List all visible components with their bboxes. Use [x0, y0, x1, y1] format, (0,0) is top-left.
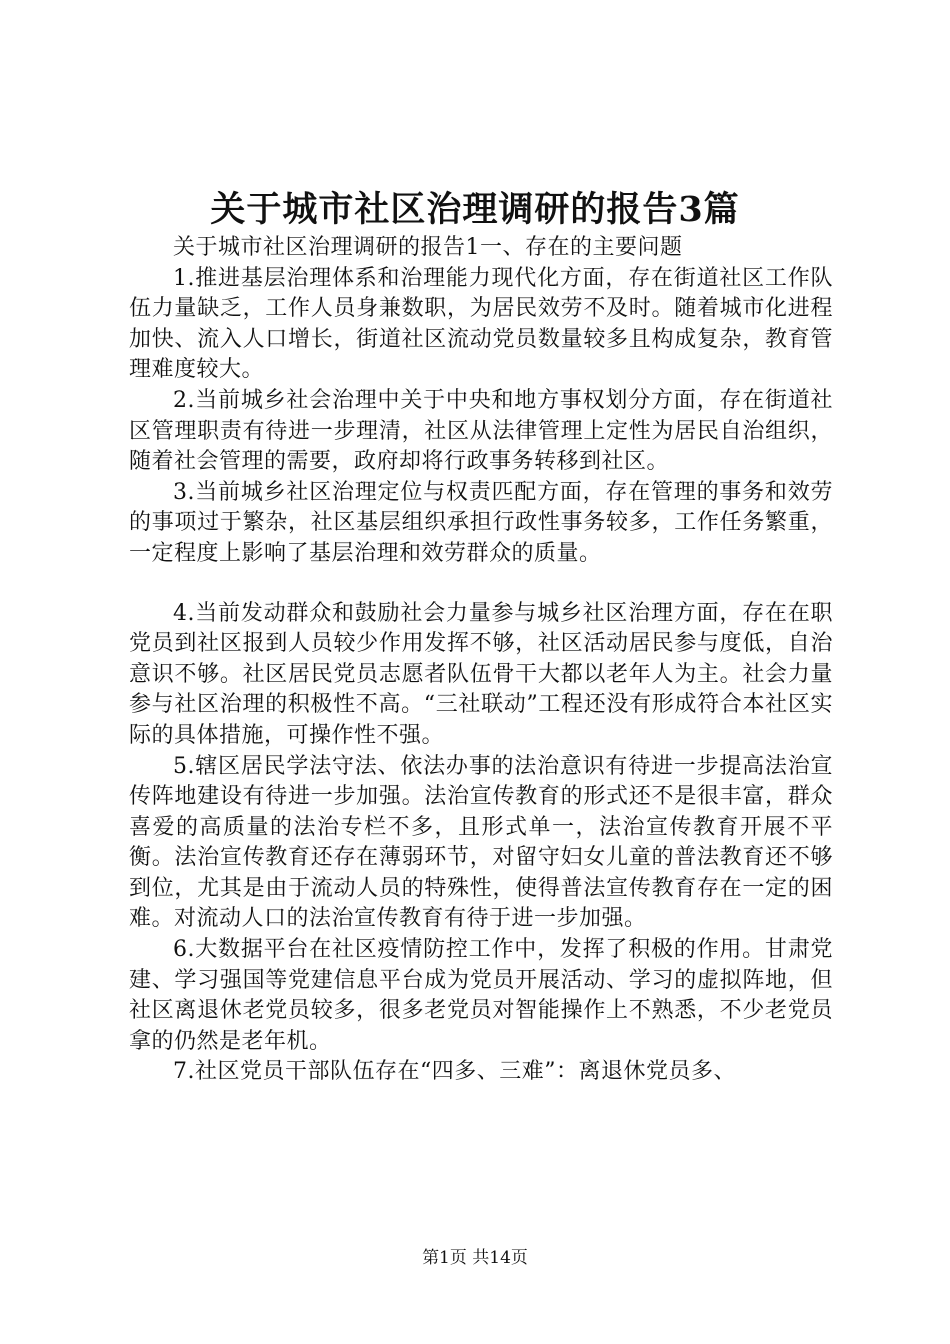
page-footer: 第1页 共14页: [422, 1248, 528, 1268]
paragraph-3: 3.当前城乡社区治理定位与权责匹配方面，存在管理的事务和效劳的事项过于繁杂，社区基层组织承担行政性事务较多，工作任务繁重，一定程度上影响了基层治理和效劳群众的质量。: [129, 479, 833, 566]
paragraph-5: 5.辖区居民学法守法、依法办事的法治意识有待进一步提高法治宣传阵地建设有待进一步加强。法治宣传教育的形式还不是很丰富，群众喜爱的高质量的法治专栏不多，且形式单一，法治宣传教育开展不平衡。法治宣传教育还存在薄弱环节，对留守妇女儿童的普法教育还不够到位，尤其是由于流动人员的特殊性，使得普法宣传教育存在一定的困难。对流动人口的法治宣传教育有待于进一步加强。: [129, 753, 833, 932]
paragraph-intro: 关于城市社区治理调研的报告1一、存在的主要问题: [173, 235, 683, 260]
document-body: [129, 233, 833, 1088]
paragraph-4: 4.当前发动群众和鼓励社会力量参与城乡社区治理方面，存在在职党员到社区报到人员较少作用发挥不够，社区活动居民参与度低，自治意识不够。社区居民党员志愿者队伍骨干大都以老年人为主。社会力量参与社区治理的积极性不高。“三社联动”工程还没有形成符合本社区实际的具体措施，可操作性不强。: [129, 600, 833, 748]
document-title: 关于城市社区治理调研的报告3篇: [210, 189, 740, 230]
paragraph-1: 1.推进基层治理体系和治理能力现代化方面，存在街道社区工作队伍力量缺乏，工作人员身兼数职，为居民效劳不及时。随着城市化进程加快、流入人口增长，街道社区流动党员数量较多且构成复杂，教育管理难度较大。: [129, 265, 833, 383]
paragraph-7: 7.社区党员干部队伍存在“四多、三难”：离退休党员多、: [173, 1059, 736, 1085]
paragraph-2: 2.当前城乡社会治理中关于中央和地方事权划分方面，存在街道社区管理职责有待进一步理清，社区从法律管理上定性为居民自治组织，随着社会管理的需要，政府却将行政事务转移到社区。: [129, 387, 833, 475]
paragraph-6: 6.大数据平台在社区疫情防控工作中，发挥了积极的作用。甘肃党建、学习强国等党建信息平台成为党员开展活动、学习的虚拟阵地，但社区离退休老党员较多，很多老党员对智能操作上不熟悉，不少老党员拿的仍然是老年机。: [129, 937, 833, 1054]
